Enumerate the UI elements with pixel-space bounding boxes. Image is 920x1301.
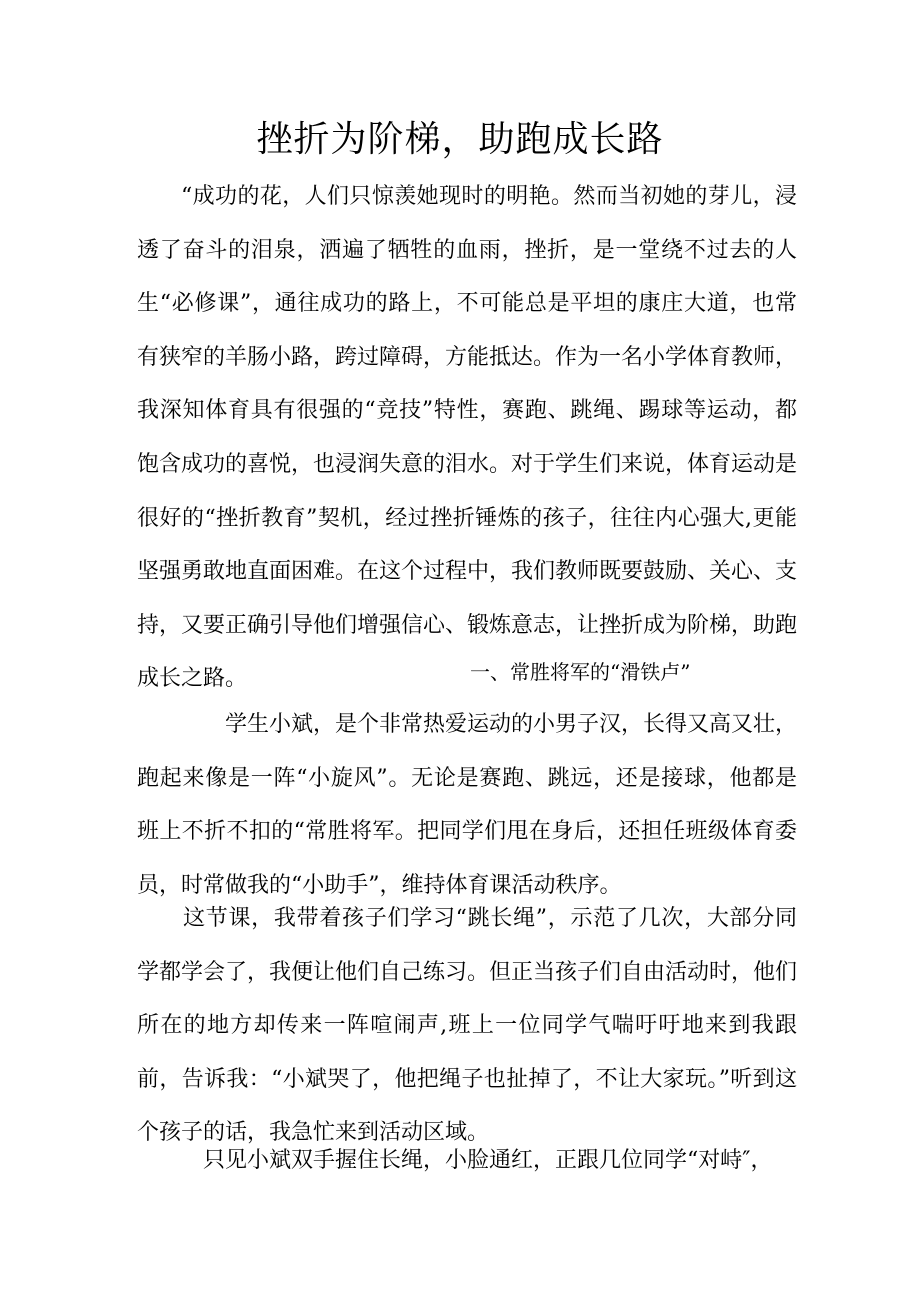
body-paragraph: 这节课，我带着孩子们学习“跳长绳”，示范了几次，大部分同学都学会了，我便让他们自己练习。但正当孩子们自由活动时，他们所在的地方却传来一阵喧闹声,班上一位同学气喘吁吁地来到我跟前，告诉我：“小斌哭了，他把绳子也扯掉了，不让大家玩。”听到这个孩子的话，我急忙来到活动区域。: [137, 906, 798, 1146]
intro-paragraph: “成功的花，人们只惊羡她现时的明艳。然而当初她的芽儿，浸透了奋斗的泪泉，洒遍了牺牲的血雨，挫折，是一堂绕不过去的人生“必修课”，通往成功的路上，不可能总是平坦的康庄大道，也常有狭窄的羊肠小路，跨过障碍，方能抵达。作为一名小学体育教师，我深知体育具有很强的“竞技”特性，赛跑、跳绳、踢球等运动，都饱含成功的喜悦，也浸润失意的泪水。对于学生们来说，体育运动是很好的“挫折教育”契机，经过挫折锤炼的孩子，往往内心强大,更能坚强勇敢地直面困难。在这个过程中，我们教师既要鼓励、关心、支持，又要正确引导他们增强信心、锻炼意志，让挫折成为阶梯，助跑成长之路。: [137, 184, 798, 692]
document-title: 挫折为阶梯，助跑成长路: [256, 119, 664, 160]
section-heading: 一、常胜将军的“滑铁卢”: [470, 660, 691, 684]
body-paragraph: 学生小斌，是个非常热爱运动的小男子汉，长得又高又壮，跑起来像是一阵“小旋风”。无论是赛跑、跳远，还是接球，他都是班上不折不扣的“常胜将军。把同学们甩在身后，还担任班级体育委员，时常做我的“小助手”，维持体育课活动秩序。: [137, 712, 798, 898]
body-paragraph: 只见小斌双手握住长绳，小脸通红，正跟几位同学“对峙″，: [203, 1148, 773, 1173]
